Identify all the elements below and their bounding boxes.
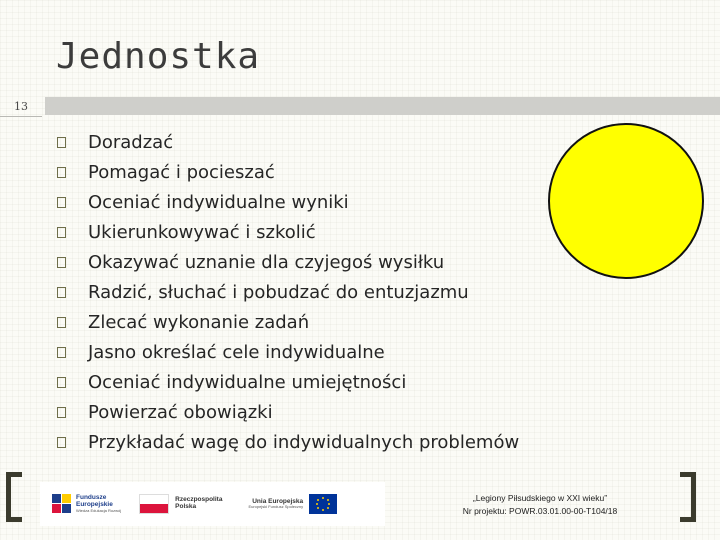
bullet-item — [56, 247, 519, 277]
fe-star-icon — [52, 494, 72, 514]
bullet-text: Przykładać wagę do indywidualnych problemów — [88, 431, 520, 453]
rp-logo-line2: Polska — [175, 503, 197, 510]
fundusze-europejskie-logo — [40, 482, 121, 526]
square-bullet-icon — [57, 197, 66, 208]
eu-flag-icon — [309, 494, 337, 514]
page-number: 13 — [14, 100, 28, 113]
page-number-rule — [0, 116, 42, 117]
square-bullet-icon — [57, 377, 66, 388]
right-bracket-decoration — [680, 472, 696, 522]
bullet-text: Oceniać indywidualne wyniki — [88, 191, 349, 213]
bullet-item — [56, 367, 519, 397]
bullet-text: Powierzać obowiązki — [88, 401, 273, 423]
yellow-circle-shape — [548, 123, 704, 279]
square-bullet-icon — [57, 317, 66, 328]
square-bullet-icon — [57, 167, 66, 178]
square-bullet-icon — [57, 437, 66, 448]
bullet-item — [56, 427, 519, 457]
bullet-text: Pomagać i pocieszać — [88, 161, 275, 183]
bullet-text: Okazywać uznanie dla czyjegoś wysiłku — [88, 251, 445, 273]
square-bullet-icon — [57, 137, 66, 148]
bullet-text: Ukierunkowywać i szkolić — [88, 221, 316, 243]
bullet-text: Jasno określać cele indywidualne — [88, 341, 385, 363]
square-bullet-icon — [57, 347, 66, 358]
bullet-item — [56, 307, 519, 337]
title-divider-bar — [45, 97, 720, 115]
unia-europejska-logo — [222, 482, 337, 526]
project-info — [420, 492, 660, 518]
bullet-item — [56, 397, 519, 427]
slide-title: Jednostka — [56, 36, 261, 77]
polish-flag-icon — [139, 494, 169, 514]
fe-logo-line1: Fundusze — [76, 494, 107, 502]
funding-logo-strip — [40, 482, 385, 526]
project-number: Nr projektu: POWR.03.01.00-00-T104/18 — [462, 506, 618, 516]
project-name: „Legiony Piłsudskiego w XXI wieku” — [472, 493, 608, 503]
square-bullet-icon — [57, 257, 66, 268]
bullet-item — [56, 157, 519, 187]
fe-logo-line3: Wiedza Edukacja Rozwój — [76, 507, 122, 513]
bullet-text: Oceniać indywidualne umiejętności — [88, 371, 407, 393]
bullet-text: Doradzać — [88, 131, 174, 153]
bullet-text: Radzić, słuchać i pobudzać do entuzjazmu — [88, 281, 469, 303]
bullet-item — [56, 337, 519, 367]
bullet-item — [56, 277, 519, 307]
bullet-item — [56, 187, 519, 217]
ue-logo-line2: Europejski Fundusz Społeczny — [248, 504, 304, 510]
bullet-item — [56, 127, 519, 157]
square-bullet-icon — [57, 287, 66, 298]
left-bracket-decoration — [6, 472, 22, 522]
fe-logo-line2: Europejskie — [76, 500, 113, 508]
square-bullet-icon — [57, 407, 66, 418]
bullet-list — [56, 127, 519, 457]
bullet-text: Zlecać wykonanie zadań — [88, 311, 310, 333]
ue-logo-line1: Unia Europejska — [252, 497, 304, 505]
rzeczpospolita-polska-logo — [121, 482, 222, 526]
rp-logo-line1: Rzeczpospolita — [175, 496, 223, 504]
square-bullet-icon — [57, 227, 66, 238]
bullet-item — [56, 217, 519, 247]
